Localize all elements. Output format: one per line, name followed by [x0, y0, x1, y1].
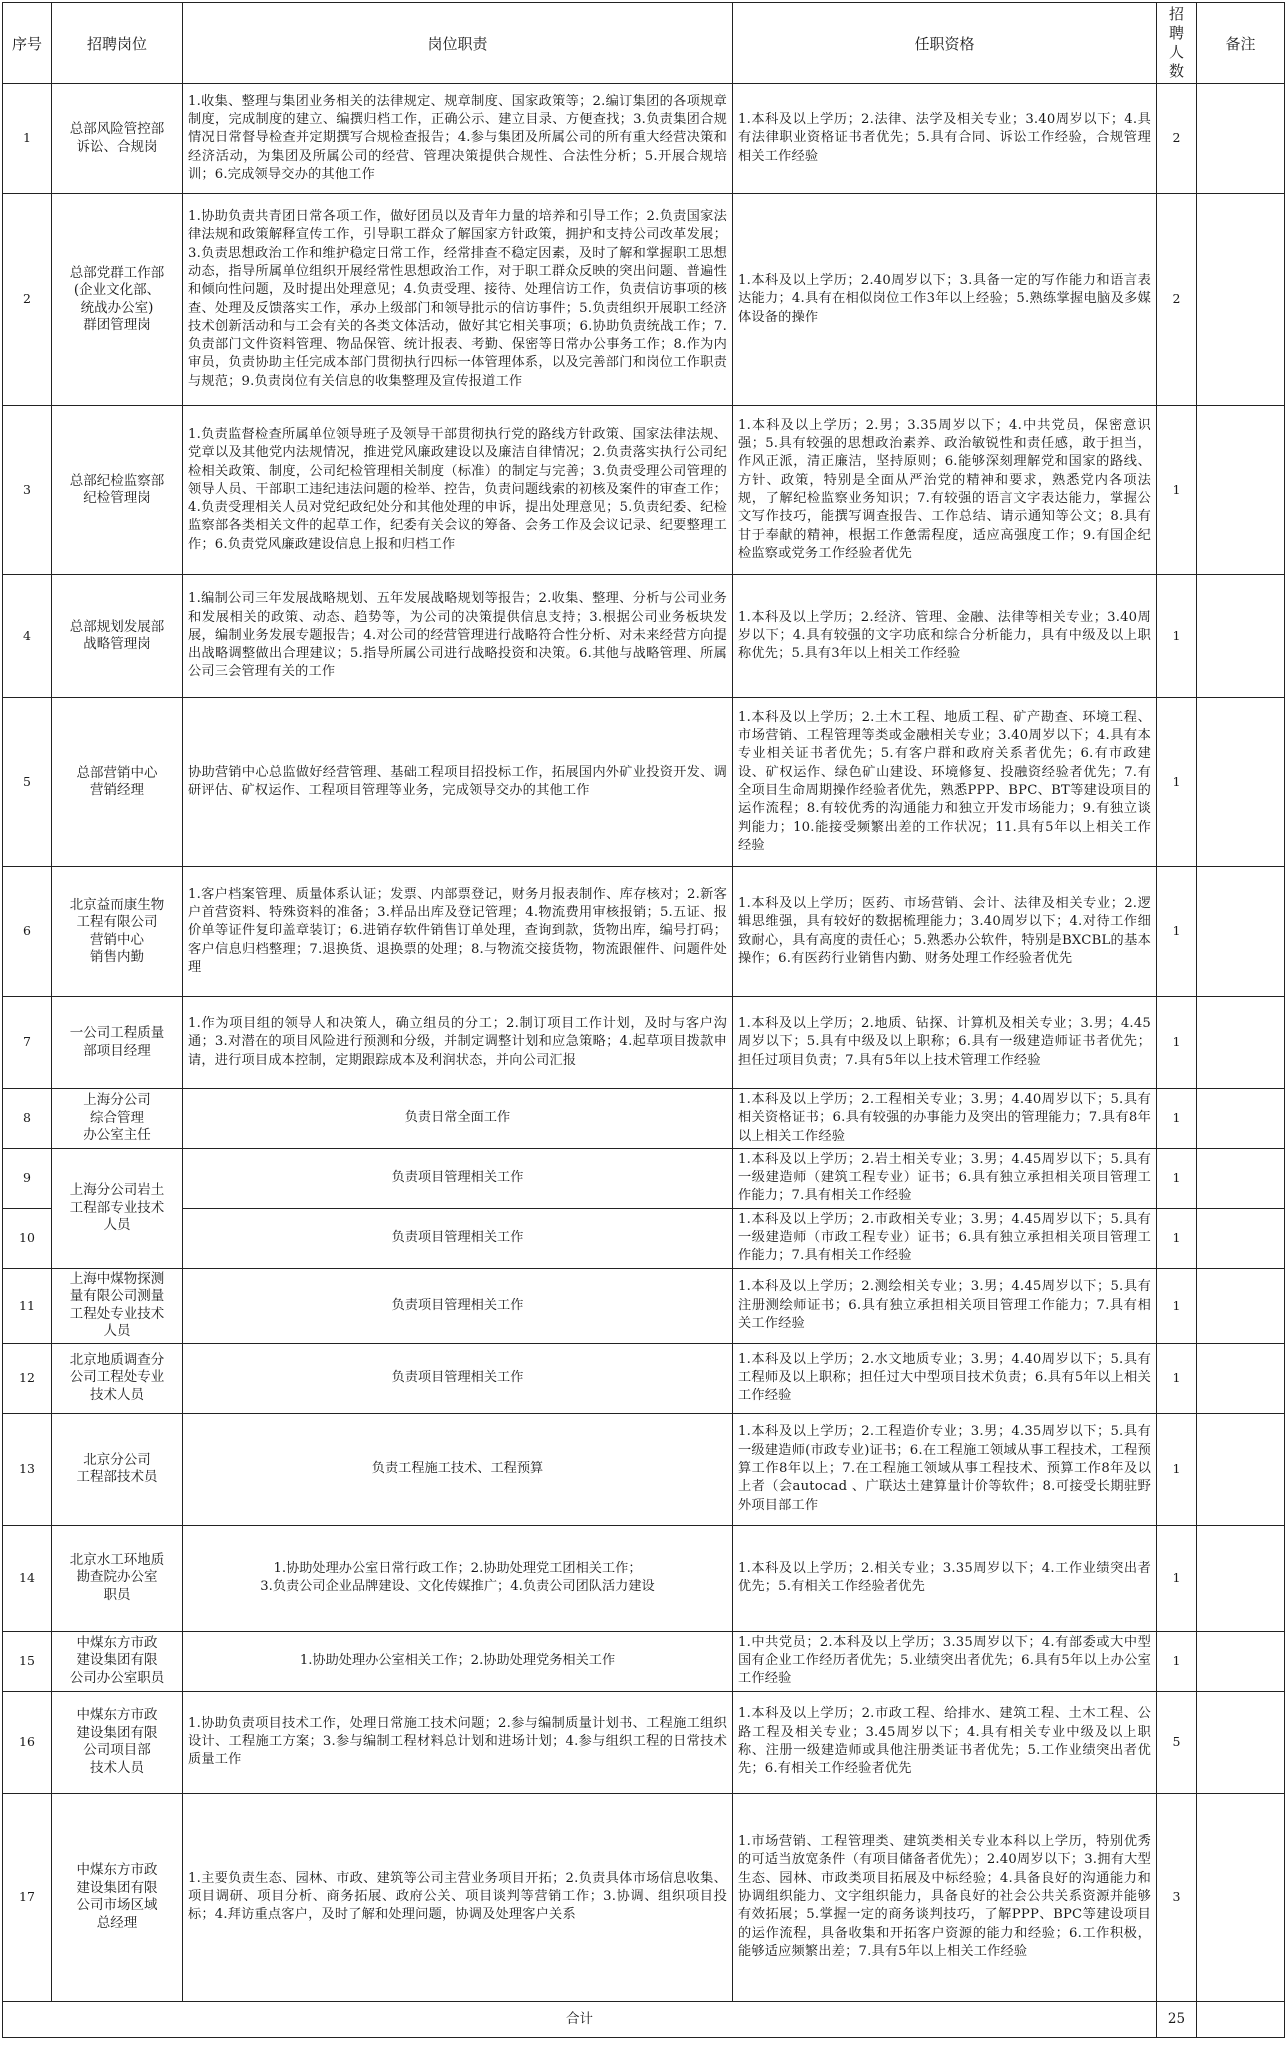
row-duty: 负责项目管理相关工作	[183, 1148, 733, 1208]
row-no: 17	[3, 1793, 52, 2001]
row-count: 1	[1157, 698, 1197, 867]
row-note	[1197, 1413, 1285, 1525]
table-row	[3, 1793, 1285, 2001]
row-count: 1	[1157, 1208, 1197, 1268]
row-no: 9	[3, 1148, 52, 1208]
row-post: 北京分公司 工程部技术员	[52, 1413, 183, 1525]
table-row	[3, 698, 1285, 867]
table-body	[3, 84, 1285, 2002]
row-post: 北京水工环地质 勘查院办公室 职员	[52, 1525, 183, 1631]
row-note	[1197, 997, 1285, 1089]
row-requirements: 1.本科及以上学历；2.法律、法学及相关专业；3.40周岁以下；4.具有法律职业资格证书者优先；5.具有合同、诉讼工作经验，合规管理相关工作经验	[733, 84, 1157, 194]
table-row	[3, 1208, 1285, 1268]
row-note	[1197, 1089, 1285, 1149]
row-note	[1197, 1148, 1285, 1208]
header-post: 招聘岗位	[52, 3, 183, 84]
row-no: 2	[3, 194, 52, 406]
header-no: 序号	[3, 3, 52, 84]
row-count: 5	[1157, 1691, 1197, 1793]
row-duty: 1.负责监督检查所属单位领导班子及领导干部贯彻执行党的路线方针政策、国家法律法规、党章以及其他党内法规情况，推进党风廉政建设以及廉洁自律情况；2.负责落实执行公司纪检相关政策、制度，公司纪检管理相关制度（标准）的制定与完善；3.负责受理公司管理的领导人员、干部职工违纪违法问题的检举、控告，负责问题线索的初核及案件的审查工作；4.负责受理相关人员对党纪政纪处分和其他处理的申诉，提出处理意见；5.负责纪委、纪检监察部各类相关文件的起草工作，纪委有关会议的筹备、会务工作及会议记录、纪要整理工作；6.负责党风廉政建设信息上报和归档工作	[183, 406, 733, 575]
header-count: 招聘 人数	[1157, 3, 1197, 84]
table-row	[3, 194, 1285, 406]
row-duty: 1.客户档案管理、质量体系认证；发票、内部票登记，财务月报表制作、库存核对；2.新客户首营资料、特殊资料的准备；3.样品出库及登记管理；4.物流费用审核报销；5.五证、报价单等证件复印盖章装订；6.进销存软件销售订单处理，查询到款，货物出库，编号打码；客户信息归档整理；7.退换货、退换票的处理；8.与物流交接货物，物流跟催件、问题件处理	[183, 867, 733, 997]
row-post: 中煤东方市政 建设集团有限 公司项目部 技术人员	[52, 1691, 183, 1793]
total-label: 合计	[3, 2001, 1157, 2037]
row-no: 14	[3, 1525, 52, 1631]
row-requirements: 1.本科及以上学历；2.土木工程、地质工程、矿产勘查、环境工程、市场营销、工程管理等类或金融相关专业；3.40周岁以下；4.具有本专业相关证书者优先；5.有客户群和政府关系者优先；6.有市政建设、矿权运作、绿色矿山建设、环境修复、投融资经验者优先；7.有全项目生命周期操作经验者优先，熟悉PPP、BPC、BT等建设项目的运作流程；8.有较优秀的沟通能力和独立开发市场能力；9.有独立谈判能力；10.能接受频繁出差的工作状况；11.具有5年以上相关工作经验	[733, 698, 1157, 867]
row-requirements: 1.本科及以上学历；2.工程造价专业；3.男；4.35周岁以下；5.具有一级建造师(市政专业)证书；6.在工程施工领域从事工程技术，工程预算工作8年以上；7.在工程施工领域从事工程技术、预算工作8年及以上者（会autocad 、广联达土建算量计价等软件；8.可接受长期驻野外项目部工作	[733, 1413, 1157, 1525]
row-count: 1	[1157, 1343, 1197, 1413]
row-post: 总部营销中心 营销经理	[52, 698, 183, 867]
header-req: 任职资格	[733, 3, 1157, 84]
row-requirements: 1.本科及以上学历；2.工程相关专业；3.男；4.40周岁以下；5.具有相关资格证书；6.具有较强的办事能力及突出的管理能力；7.具有8年以上相关工作经验	[733, 1089, 1157, 1149]
row-duty: 1.编制公司三年发展战略规划、五年发展战略规划等报告；2.收集、整理、分析与公司业务和发展相关的政策、动态、趋势等，为公司的决策提供信息支持；3.根据公司业务板块发展，编制业务发展专题报告；4.对公司的经营管理进行战略符合性分析、对未来经营方向提出战略调整做出合理建议；5.指导所属公司进行战略投资和决策。6.其他与战略管理、所属公司三会管理有关的工作	[183, 575, 733, 698]
row-no: 15	[3, 1631, 52, 1691]
row-requirements: 1.本科及以上学历；2.市政工程、给排水、建筑工程、土木工程、公路工程及相关专业；3.45周岁以下；4.具有相关专业中级及以上职称、注册一级建造师或具他注册类证书者优先；5.工作业绩突出者优先；6.有相关工作经验者优先	[733, 1691, 1157, 1793]
row-requirements: 1.本科及以上学历；2.市政相关专业；3.男；4.45周岁以下；5.具有一级建造师（市政工程专业）证书；6.具有独立承担相关项目管理工作能力；7.具有相关工作经验	[733, 1208, 1157, 1268]
row-count: 1	[1157, 1413, 1197, 1525]
row-duty: 1.协助负责项目技术工作，处理日常施工技术问题；2.参与编制质量计划书、工程施工组织设计、工程施工方案；3.参与编制工程材料总计划和进场计划；4.参与组织工程的日常技术质量工作	[183, 1691, 733, 1793]
row-duty: 1.作为项目组的领导人和决策人，确立组员的分工；2.制订项目工作计划，及时与客户沟通；3.对潜在的项目风险进行预测和分级，并制定调整计划和应急策略；4.起草项目拨款申请，进行项目成本控制，定期跟踪成本及利润状态，并向公司汇报	[183, 997, 733, 1089]
row-count: 1	[1157, 1525, 1197, 1631]
row-duty: 1.协助处理办公室相关工作；2.协助处理党务相关工作	[183, 1631, 733, 1691]
row-requirements: 1.本科及以上学历；医药、市场营销、会计、法律及相关专业；2.逻辑思维强，具有较好的数据梳理能力；3.40周岁以下；4.对待工作细致耐心，具有高度的责任心；5.熟悉办公软件，特别是BXCBL的基本操作；6.有医药行业销售内勤、财务处理工作经验者优先	[733, 867, 1157, 997]
row-requirements: 1.本科及以上学历；2.地质、钻探、计算机及相关专业；3.男；4.45周岁以下；5.具有中级及以上职称；6.具有一级建造师证书者优先；担任过项目负责；7.具有5年以上技术管理工作经验	[733, 997, 1157, 1089]
table-row	[3, 1691, 1285, 1793]
row-duty: 协助营销中心总监做好经营管理、基础工程项目招投标工作，拓展国内外矿业投资开发、调研评估、矿权运作、工程项目管理等业务，完成领导交办的其他工作	[183, 698, 733, 867]
row-note	[1197, 698, 1285, 867]
row-requirements: 1.中共党员；2.本科及以上学历；3.35周岁以下；4.有部委或大中型国有企业工作经历者优先；5.业绩突出者优先；6.具有5年以上办公室工作经验	[733, 1631, 1157, 1691]
row-duty: 负责项目管理相关工作	[183, 1343, 733, 1413]
row-no: 13	[3, 1413, 52, 1525]
row-post: 总部党群工作部 (企业文化部、 统战办公室) 群团管理岗	[52, 194, 183, 406]
row-note	[1197, 1268, 1285, 1343]
row-no: 1	[3, 84, 52, 194]
total-note	[1197, 2001, 1285, 2037]
row-post: 北京地质调查分 公司工程处专业 技术人员	[52, 1343, 183, 1413]
row-requirements: 1.本科及以上学历；2.测绘相关专业；3.男；4.45周岁以下；5.具有注册测绘师证书；6.具有独立承担相关项目管理工作能力；7.具有相关工作经验	[733, 1268, 1157, 1343]
row-count: 1	[1157, 1268, 1197, 1343]
row-count: 1	[1157, 867, 1197, 997]
row-note	[1197, 194, 1285, 406]
row-post: 上海中煤物探测 量有限公司测量 工程处专业技术 人员	[52, 1268, 183, 1343]
total-row	[3, 2001, 1285, 2037]
row-note	[1197, 1793, 1285, 2001]
row-count: 1	[1157, 1089, 1197, 1149]
row-requirements: 1.本科及以上学历；2.40周岁以下；3.具备一定的写作能力和语言表达能力；4.具有在相似岗位工作3年以上经验；5.熟练掌握电脑及多媒体设备的操作	[733, 194, 1157, 406]
table-row	[3, 84, 1285, 194]
row-post: 北京益而康生物 工程有限公司 营销中心 销售内勤	[52, 867, 183, 997]
table-row	[3, 406, 1285, 575]
row-no: 5	[3, 698, 52, 867]
row-requirements: 1.本科及以上学历；2.水文地质专业；3.男；4.40周岁以下；5.具有工程师及以上职称；担任过大中型项目技术负责；6.具有5年以上相关工作经验	[733, 1343, 1157, 1413]
table-row	[3, 867, 1285, 997]
row-note	[1197, 867, 1285, 997]
row-note	[1197, 575, 1285, 698]
row-requirements: 1.市场营销、工程管理类、建筑类相关专业本科以上学历，特别优秀的可适当放宽条件（有项目储备者优先）；2.40周岁以下；3.拥有大型生态、园林、市政类项目拓展及中标经验；4.具备良好的沟通能力和协调组织能力、文字组织能力，具备良好的社会公共关系资源并能够有效拓展；5.掌握一定的商务谈判技巧，了解PPP、BPC等建设项目的运作流程，具备收集和开拓客户资源的能力和经验；6.工作积极，能够适应频繁出差；7.具有5年以上相关工作经验	[733, 1793, 1157, 2001]
row-post: 总部风险管控部 诉讼、合规岗	[52, 84, 183, 194]
row-count: 2	[1157, 84, 1197, 194]
recruitment-table	[2, 2, 1285, 2038]
row-duty: 负责日常全面工作	[183, 1089, 733, 1149]
row-post: 中煤东方市政 建设集团有限 公司市场区域 总经理	[52, 1793, 183, 2001]
row-note	[1197, 1525, 1285, 1631]
row-no: 8	[3, 1089, 52, 1149]
row-post: 总部纪检监察部 纪检管理岗	[52, 406, 183, 575]
header-duty: 岗位职责	[183, 3, 733, 84]
row-note	[1197, 406, 1285, 575]
row-no: 16	[3, 1691, 52, 1793]
row-requirements: 1.本科及以上学历；2.岩土相关专业；3.男；4.45周岁以下；5.具有一级建造师（建筑工程专业）证书；6.具有独立承担相关项目管理工作能力；7.具有相关工作经验	[733, 1148, 1157, 1208]
row-no: 4	[3, 575, 52, 698]
table-row	[3, 997, 1285, 1089]
table-row	[3, 1525, 1285, 1631]
row-duty: 1.协助处理办公室日常行政工作；2.协助处理党工团相关工作； 3.负责公司企业品牌建设、文化传媒推广；4.负责公司团队活力建设	[183, 1525, 733, 1631]
row-no: 6	[3, 867, 52, 997]
row-no: 10	[3, 1208, 52, 1268]
header-note: 备注	[1197, 3, 1285, 84]
row-requirements: 1.本科及以上学历；2.经济、管理、金融、法律等相关专业；3.40周岁以下；4.具有较强的文字功底和综合分析能力，具有中级及以上职称优先；5.具有3年以上相关工作经验	[733, 575, 1157, 698]
row-duty: 1.主要负责生态、园林、市政、建筑等公司主营业务项目开拓；2.负责具体市场信息收集、项目调研、项目分析、商务拓展、政府公关、项目谈判等营销工作；3.协调、组织项目投标；4.拜访重点客户，及时了解和处理问题，协调及处理客户关系	[183, 1793, 733, 2001]
row-count: 1	[1157, 575, 1197, 698]
row-count: 1	[1157, 1631, 1197, 1691]
row-count: 3	[1157, 1793, 1197, 2001]
row-duty: 负责项目管理相关工作	[183, 1268, 733, 1343]
row-post: 上海分公司岩土 工程部专业技术 人员	[52, 1148, 183, 1268]
row-post: 总部规划发展部 战略管理岗	[52, 575, 183, 698]
row-post: 上海分公司 综合管理 办公室主任	[52, 1089, 183, 1149]
row-no: 12	[3, 1343, 52, 1413]
table-row	[3, 1268, 1285, 1343]
row-count: 1	[1157, 1148, 1197, 1208]
row-requirements: 1.本科及以上学历；2.男；3.35周岁以下；4.中共党员，保密意识强；5.具有较强的思想政治素养、政治敏锐性和责任感，敢于担当，作风正派，清正廉洁，坚持原则；6.能够深刻理解党和国家的路线、方针、政策，特别是全面从严治党的精神和要求，熟悉党内各项法规，了解纪检监察业务知识；7.有较强的语言文字表达能力，掌握公文写作技巧，能撰写调查报告、工作总结、请示通知等公文；8.具有甘于奉献的精神，根据工作惫需程度，适应高强度工作；9.有国企纪检监察或党务工作经验者优先	[733, 406, 1157, 575]
row-note	[1197, 1691, 1285, 1793]
total-count: 25	[1157, 2001, 1197, 2037]
row-post: 中煤东方市政 建设集团有限 公司办公室职员	[52, 1631, 183, 1691]
table-row	[3, 1343, 1285, 1413]
table-row	[3, 1413, 1285, 1525]
row-post: 一公司工程质量 部项目经理	[52, 997, 183, 1089]
row-duty: 负责工程施工技术、工程预算	[183, 1413, 733, 1525]
row-note	[1197, 1631, 1285, 1691]
row-no: 7	[3, 997, 52, 1089]
row-count: 2	[1157, 194, 1197, 406]
row-note	[1197, 1343, 1285, 1413]
row-requirements: 1.本科及以上学历；2.相关专业；3.35周岁以下；4.工作业绩突出者优先；5.有相关工作经验者优先	[733, 1525, 1157, 1631]
row-count: 1	[1157, 997, 1197, 1089]
row-duty: 负责项目管理相关工作	[183, 1208, 733, 1268]
row-count: 1	[1157, 406, 1197, 575]
header-row	[3, 3, 1285, 84]
recruitment-sheet	[2, 2, 1284, 2038]
table-row	[3, 1089, 1285, 1149]
row-duty: 1.收集、整理与集团业务相关的法律规定、规章制度、国家政策等；2.编订集团的各项规章制度，完成制度的建立、编撰归档工作，正确公示、建立目录、方便查找；3.负责集团合规情况日常督导检查并定期撰写合规检查报告；4.参与集团及所属公司的所有重大经营决策和经济活动，为集团及所属公司的经营、管理决策提供合规性、合法性分析；5.开展合规培训；6.完成领导交办的其他工作	[183, 84, 733, 194]
row-duty: 1.协助负责共青团日常各项工作，做好团员以及青年力量的培养和引导工作；2.负责国家法律法规和政策解释宣传工作，引导职工群众了解国家方针政策，拥护和支持公司改革发展；3.负责思想政治工作和维护稳定日常工作，经常排查不稳定因素，及时了解和掌握职工思想动态，指导所属单位组织开展经常性思想政治工作，对于职工群众反映的突出问题、普遍性和倾向性问题，及时提出处理意见；4.负责受理、接待、处理信访工作，负责信访事项的核查、处理及反馈落实工作，承办上级部门和领导批示的信访事件；5.负责组织开展职工经济技术创新活动和与工会有关的各类文体活动，做好其它相关事项；6.协助负责统战工作；7.负责部门文件资料管理、物品保管、统计报表、考勤、保密等日常办公事务工作；8.作为内审员，负责协助主任完成本部门贯彻执行四标一体管理体系，以及完善部门和岗位工作职责与规范；9.负责岗位有关信息的收集整理及宣传报道工作	[183, 194, 733, 406]
row-no: 11	[3, 1268, 52, 1343]
table-row	[3, 1631, 1285, 1691]
row-note	[1197, 84, 1285, 194]
table-row	[3, 575, 1285, 698]
table-row	[3, 1148, 1285, 1208]
row-no: 3	[3, 406, 52, 575]
row-note	[1197, 1208, 1285, 1268]
